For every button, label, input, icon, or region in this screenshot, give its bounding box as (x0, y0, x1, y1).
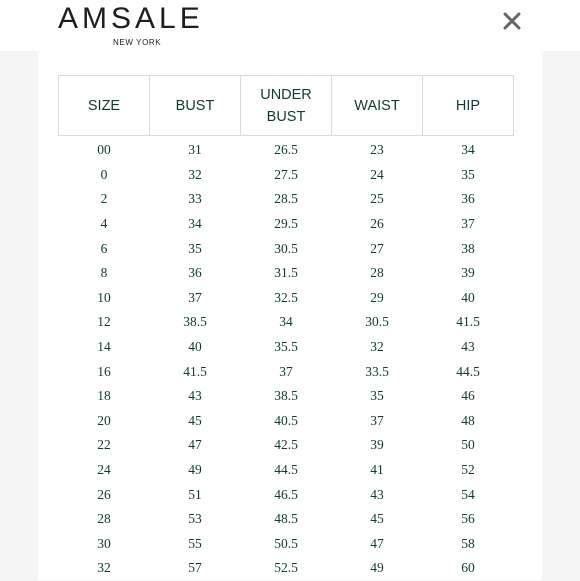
table-row (59, 409, 514, 434)
table-row (59, 482, 514, 507)
cell-waist: 43 (370, 486, 384, 502)
brand-subtitle: NEW YORK (113, 38, 162, 47)
cell-waist: 32 (370, 339, 384, 355)
column-header-label: SIZE (87, 97, 121, 114)
table-row (59, 236, 514, 261)
table-row (59, 359, 514, 384)
column-header-waist (332, 76, 423, 136)
table-row (59, 458, 514, 483)
cell-size: 28 (97, 511, 111, 527)
cell-hip: 41.5 (456, 314, 480, 330)
cell-bust: 36 (188, 265, 202, 281)
table-row (59, 433, 514, 458)
cell-size: 0 (100, 166, 108, 182)
cell-under-bust: 48.5 (274, 511, 298, 527)
cell-size: 14 (97, 339, 111, 355)
table-row (59, 335, 514, 360)
table-row (59, 286, 514, 311)
cell-waist: 29 (370, 289, 384, 305)
cell-hip: 43 (461, 339, 475, 355)
cell-size: 30 (97, 535, 111, 551)
cell-hip: 48 (461, 412, 475, 428)
cell-waist: 45 (370, 511, 384, 527)
cell-bust: 55 (188, 535, 202, 551)
column-header-bust (150, 76, 241, 136)
cell-under-bust: 52.5 (274, 560, 298, 576)
cell-size: 2 (100, 191, 108, 207)
cell-bust: 57 (188, 560, 202, 576)
cell-under-bust: 35.5 (274, 339, 298, 355)
table-row (59, 532, 514, 557)
cell-hip: 39 (461, 265, 475, 281)
header-row (59, 76, 514, 136)
table-body (59, 136, 514, 581)
cell-bust: 35 (188, 240, 202, 256)
cell-hip: 54 (461, 486, 475, 502)
cell-waist: 49 (370, 560, 384, 576)
table-row (59, 310, 514, 335)
cell-size: 00 (97, 142, 111, 158)
cell-size: 6 (100, 240, 108, 256)
cell-hip: 52 (461, 462, 475, 478)
cell-waist: 35 (370, 388, 384, 404)
column-header-label: WAIST (354, 97, 400, 114)
column-header-label: UNDER (260, 86, 312, 103)
brand-logo: AMSALE (58, 2, 204, 35)
table-row (59, 556, 514, 581)
cell-under-bust: 26.5 (274, 142, 298, 158)
cell-under-bust: 44.5 (274, 462, 298, 478)
close-icon (500, 9, 524, 33)
cell-bust: 37 (188, 289, 202, 305)
cell-under-bust: 28.5 (274, 191, 298, 207)
cell-size: 12 (97, 314, 111, 330)
cell-hip: 60 (461, 560, 475, 576)
cell-hip: 46 (461, 388, 475, 404)
cell-hip: 34 (461, 142, 475, 158)
cell-bust: 43 (188, 388, 202, 404)
column-header-label: BUST (266, 108, 306, 125)
cell-bust: 45 (188, 412, 202, 428)
cell-size: 32 (97, 560, 111, 576)
cell-under-bust: 46.5 (274, 486, 298, 502)
cell-under-bust: 40.5 (274, 412, 298, 428)
cell-under-bust: 38.5 (274, 388, 298, 404)
cell-under-bust: 42.5 (274, 437, 298, 453)
cell-waist: 30.5 (365, 314, 389, 330)
cell-under-bust: 34 (279, 314, 293, 330)
table-row (59, 163, 514, 188)
cell-under-bust: 31.5 (274, 265, 298, 281)
table-row (59, 187, 514, 212)
cell-under-bust: 50.5 (274, 535, 298, 551)
cell-waist: 27 (370, 240, 384, 256)
cell-hip: 40 (461, 289, 475, 305)
column-header-label: HIP (455, 97, 481, 114)
cell-size: 18 (97, 388, 111, 404)
cell-under-bust: 37 (279, 363, 293, 379)
cell-size: 20 (97, 412, 111, 428)
cell-size: 16 (97, 363, 111, 379)
cell-bust: 31 (188, 142, 202, 158)
cell-under-bust: 30.5 (274, 240, 298, 256)
table-row (59, 136, 514, 163)
cell-bust: 32 (188, 166, 202, 182)
cell-hip: 38 (461, 240, 475, 256)
cell-waist: 26 (370, 216, 384, 232)
cell-waist: 37 (370, 412, 384, 428)
close-button[interactable] (500, 9, 524, 33)
cell-hip: 36 (461, 191, 475, 207)
table-row (59, 507, 514, 532)
cell-bust: 49 (188, 462, 202, 478)
cell-waist: 25 (370, 191, 384, 207)
cell-size: 22 (97, 437, 111, 453)
cell-under-bust: 32.5 (274, 289, 298, 305)
column-header-under-bust (241, 76, 332, 136)
cell-hip: 56 (461, 511, 475, 527)
header (0, 0, 580, 51)
column-header-label: BUST (175, 97, 215, 114)
cell-waist: 24 (370, 166, 384, 182)
cell-size: 8 (100, 265, 108, 281)
size-chart-table (58, 75, 514, 581)
cell-waist: 23 (370, 142, 384, 158)
cell-size: 24 (97, 462, 111, 478)
cell-hip: 37 (461, 216, 475, 232)
cell-bust: 40 (188, 339, 202, 355)
table-row (59, 212, 514, 237)
cell-under-bust: 29.5 (274, 216, 298, 232)
cell-size: 10 (97, 289, 111, 305)
cell-waist: 39 (370, 437, 384, 453)
cell-hip: 35 (461, 166, 475, 182)
table-row (59, 384, 514, 409)
cell-waist: 41 (370, 462, 384, 478)
table-row (59, 261, 514, 286)
cell-bust: 53 (188, 511, 202, 527)
column-header-size (59, 76, 150, 136)
cell-hip: 44.5 (456, 363, 480, 379)
cell-bust: 41.5 (183, 363, 207, 379)
cell-bust: 33 (188, 191, 202, 207)
cell-size: 26 (97, 486, 111, 502)
cell-bust: 51 (188, 486, 202, 502)
cell-hip: 58 (461, 535, 475, 551)
cell-waist: 33.5 (365, 363, 389, 379)
cell-bust: 38.5 (183, 314, 207, 330)
cell-under-bust: 27.5 (274, 166, 298, 182)
cell-size: 4 (100, 216, 108, 232)
cell-bust: 34 (188, 216, 202, 232)
column-header-hip (423, 76, 514, 136)
cell-bust: 47 (188, 437, 202, 453)
cell-waist: 28 (370, 265, 384, 281)
cell-hip: 50 (461, 437, 475, 453)
cell-waist: 47 (370, 535, 384, 551)
